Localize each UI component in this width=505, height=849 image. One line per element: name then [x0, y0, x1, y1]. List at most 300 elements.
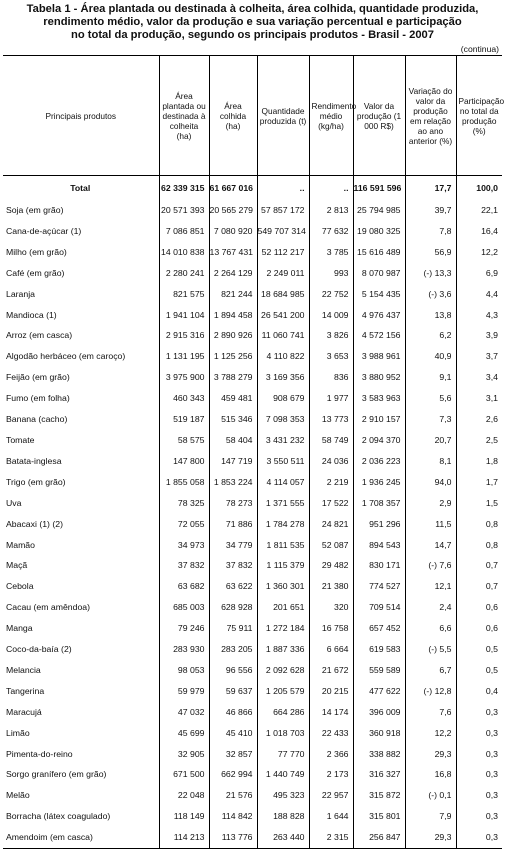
continua-label: (continua): [460, 44, 499, 54]
cell-rendimento: 21 672: [309, 660, 353, 681]
cell-rendimento: 836: [309, 367, 353, 388]
cell-variacao: 7,6: [405, 702, 456, 723]
cell-area-plantada: 63 682: [159, 576, 209, 597]
cell-participacao: 12,2: [456, 242, 502, 263]
cell-quantidade: 2 249 011: [257, 263, 309, 284]
table-row: [3, 242, 502, 263]
col-header-rendimento: Rendimento médio (kg/ha): [309, 56, 353, 176]
cell-variacao: 29,3: [405, 827, 456, 848]
cell-produto: Cacau (em amêndoa): [6, 602, 91, 613]
col-header-area-colhida: Área colhida (ha): [209, 56, 257, 176]
cell-participacao: 0,6: [456, 597, 502, 618]
cell-participacao: 2,5: [456, 430, 502, 451]
col-header-variacao: Variação do valor da produção em relação ao ano anterior (%): [405, 56, 456, 176]
cell-area-plantada: 671 500: [159, 764, 209, 785]
cell-area-colhida: 21 576: [209, 785, 257, 806]
cell-produto: Limão: [6, 727, 30, 738]
cell-produto: Borracha (látex coagulado): [6, 811, 111, 822]
cell-produto: Feijão (em grão): [6, 372, 70, 383]
cell-valor: 315 801: [353, 806, 405, 827]
cell-rendimento: 320: [309, 597, 353, 618]
cell-area-colhida: 459 481: [209, 388, 257, 409]
cell-produto: Fumo (em folha): [6, 393, 70, 404]
cell-quantidade: 263 440: [257, 827, 309, 848]
cell-valor: 2 094 370: [353, 430, 405, 451]
cell-rendimento: 2 813: [309, 200, 353, 221]
cell-variacao: 7,3: [405, 409, 456, 430]
production-table: [3, 55, 505, 849]
cell-participacao: 4,3: [456, 305, 502, 326]
cell-rendimento: 20 215: [309, 681, 353, 702]
cell-rendimento: 17 522: [309, 493, 353, 514]
cell-participacao: 16,4: [456, 221, 502, 242]
cell-rendimento: 16 758: [309, 618, 353, 639]
cell-variacao: (-) 0,1: [405, 785, 456, 806]
cell-area-plantada: 37 832: [159, 555, 209, 576]
cell-quantidade: 1 371 555: [257, 493, 309, 514]
cell-produto: Abacaxi (1) (2): [6, 518, 63, 529]
cell-produto: Amendoim (em casca): [3, 827, 159, 848]
table-row: [3, 514, 502, 535]
cell-produto: Arroz (em casca): [6, 330, 73, 341]
cell-rendimento: 52 087: [309, 535, 353, 556]
cell-area-plantada: 45 699: [159, 723, 209, 744]
cell-variacao: 8,1: [405, 451, 456, 472]
cell-area-colhida: 37 832: [209, 555, 257, 576]
cell-participacao: 1,5: [456, 493, 502, 514]
cell-variacao: 12,1: [405, 576, 456, 597]
table-row: [3, 367, 502, 388]
cell-valor: 1 936 245: [353, 472, 405, 493]
cell-valor: 951 296: [353, 514, 405, 535]
cell-quantidade: 1 205 579: [257, 681, 309, 702]
cell-rendimento: 993: [309, 263, 353, 284]
cell-rendimento: 13 773: [309, 409, 353, 430]
cell-area-plantada: 118 149: [159, 806, 209, 827]
cell-variacao: 9,1: [405, 367, 456, 388]
cell-quantidade: 4 114 057: [257, 472, 309, 493]
cell-produto: Trigo (em grão): [6, 476, 66, 487]
cell-area-colhida: 59 637: [209, 681, 257, 702]
cell-participacao: 100,0: [456, 176, 502, 201]
table-row: [3, 827, 502, 848]
cell-area-plantada: 72 055: [159, 514, 209, 535]
cell-produto: Algodão herbáceo (em caroço): [6, 351, 126, 362]
cell-produto: Mamão: [6, 539, 35, 550]
cell-area-colhida: 58 404: [209, 430, 257, 451]
table-row: [3, 639, 502, 660]
cell-produto: Total: [70, 183, 91, 193]
table-row: [3, 576, 502, 597]
table-row: [3, 702, 502, 723]
cell-valor: 8 070 987: [353, 263, 405, 284]
cell-valor: 619 583: [353, 639, 405, 660]
cell-quantidade: 201 651: [257, 597, 309, 618]
cell-quantidade: 549 707 314: [257, 221, 309, 242]
cell-rendimento: 2 366: [309, 744, 353, 765]
cell-valor: 774 527: [353, 576, 405, 597]
table-row: [3, 325, 502, 346]
cell-variacao: 20,7: [405, 430, 456, 451]
cell-participacao: 0,6: [456, 618, 502, 639]
total-row: [3, 176, 502, 201]
cell-area-plantada: 79 246: [159, 618, 209, 639]
cell-area-plantada: 685 003: [159, 597, 209, 618]
col-header-quantidade: Quantidade produzida (t): [257, 56, 309, 176]
cell-area-plantada: 14 010 838: [159, 242, 209, 263]
cell-quantidade: 7 098 353: [257, 409, 309, 430]
table-row: [3, 305, 502, 326]
title-line-2: rendimento médio, valor da produção e sua variação percentual e participação: [43, 16, 462, 28]
cell-participacao: 0,3: [456, 764, 502, 785]
cell-valor: 1 708 357: [353, 493, 405, 514]
cell-rendimento: ..: [309, 176, 353, 201]
cell-variacao: 7,9: [405, 806, 456, 827]
cell-produto: Sorgo granífero (em grão): [6, 769, 107, 780]
cell-produto: Melancia: [6, 664, 41, 675]
cell-area-colhida: 34 779: [209, 535, 257, 556]
table-row: [3, 388, 502, 409]
cell-valor: 360 918: [353, 723, 405, 744]
col-header-valor: Valor da produção (1 000 R$): [353, 56, 405, 176]
cell-variacao: 5,6: [405, 388, 456, 409]
cell-variacao: 17,7: [405, 176, 456, 201]
cell-rendimento: 3 785: [309, 242, 353, 263]
col-header-area-plantada: Área plantada ou destinada à colheita (ha): [159, 56, 209, 176]
cell-valor: 3 583 963: [353, 388, 405, 409]
cell-participacao: 0,3: [456, 785, 502, 806]
cell-rendimento: 58 749: [309, 430, 353, 451]
cell-area-colhida: 3 788 279: [209, 367, 257, 388]
cell-participacao: 2,6: [456, 409, 502, 430]
cell-area-plantada: 821 575: [159, 284, 209, 305]
cell-participacao: 3,4: [456, 367, 502, 388]
cell-area-colhida: 628 928: [209, 597, 257, 618]
cell-variacao: (-) 7,6: [405, 555, 456, 576]
cell-rendimento: 29 482: [309, 555, 353, 576]
cell-area-plantada: 7 086 851: [159, 221, 209, 242]
cell-participacao: 0,3: [456, 827, 502, 848]
title-line-3: no total da produção, segundo os principais produtos - Brasil - 2007: [70, 29, 435, 41]
cell-area-colhida: 113 776: [209, 827, 257, 848]
cell-area-plantada: 3 975 900: [159, 367, 209, 388]
cell-participacao: 0,8: [456, 535, 502, 556]
cell-area-colhida: 45 410: [209, 723, 257, 744]
cell-area-colhida: 7 080 920: [209, 221, 257, 242]
cell-valor: 396 009: [353, 702, 405, 723]
table-row: [3, 618, 502, 639]
cell-area-colhida: 46 866: [209, 702, 257, 723]
cell-area-plantada: 22 048: [159, 785, 209, 806]
cell-produto: Banana (cacho): [6, 414, 68, 425]
cell-participacao: 6,9: [456, 263, 502, 284]
cell-quantidade: 4 110 822: [257, 346, 309, 367]
cell-area-plantada: 98 053: [159, 660, 209, 681]
title-line-1: Tabela 1 - Área plantada ou destinada à colheita, área colhida, quantidade produzida,: [26, 3, 479, 15]
cell-produto: Manga: [6, 623, 33, 634]
cell-variacao: (-) 3,6: [405, 284, 456, 305]
cell-area-plantada: 78 325: [159, 493, 209, 514]
cell-area-colhida: 515 346: [209, 409, 257, 430]
cell-produto: Maracujá: [6, 706, 42, 717]
cell-participacao: 0,3: [456, 744, 502, 765]
cell-produto: Milho (em grão): [6, 246, 67, 257]
cell-area-plantada: 34 973: [159, 535, 209, 556]
cell-rendimento: 1 977: [309, 388, 353, 409]
cell-valor: 15 616 489: [353, 242, 405, 263]
cell-quantidade: 664 286: [257, 702, 309, 723]
cell-variacao: 12,2: [405, 723, 456, 744]
cell-variacao: 13,8: [405, 305, 456, 326]
cell-valor: 19 080 325: [353, 221, 405, 242]
cell-area-plantada: 114 213: [159, 827, 209, 848]
cell-variacao: 40,9: [405, 346, 456, 367]
table-row: [3, 284, 502, 305]
cell-produto: Uva: [6, 497, 22, 508]
cell-area-plantada: 147 800: [159, 451, 209, 472]
cell-area-plantada: 58 575: [159, 430, 209, 451]
cell-quantidade: 188 828: [257, 806, 309, 827]
cell-participacao: 0,3: [456, 723, 502, 744]
cell-participacao: 0,4: [456, 681, 502, 702]
table-row: [3, 263, 502, 284]
cell-area-plantada: 47 032: [159, 702, 209, 723]
cell-valor: 709 514: [353, 597, 405, 618]
cell-area-colhida: 1 894 458: [209, 305, 257, 326]
table-row: [3, 723, 502, 744]
cell-quantidade: 1 440 749: [257, 764, 309, 785]
cell-participacao: 0,5: [456, 660, 502, 681]
cell-participacao: 0,7: [456, 555, 502, 576]
cell-produto: Pimenta-do-reino: [6, 748, 73, 759]
cell-variacao: (-) 12,8: [405, 681, 456, 702]
cell-area-colhida: 13 767 431: [209, 242, 257, 263]
cell-rendimento: 22 752: [309, 284, 353, 305]
cell-valor: 3 988 961: [353, 346, 405, 367]
cell-valor: 477 622: [353, 681, 405, 702]
cell-area-colhida: 63 622: [209, 576, 257, 597]
cell-rendimento: 14 174: [309, 702, 353, 723]
table-row: [3, 744, 502, 765]
cell-rendimento: 24 036: [309, 451, 353, 472]
cell-quantidade: 26 541 200: [257, 305, 309, 326]
cell-participacao: 0,3: [456, 806, 502, 827]
cell-quantidade: 3 431 232: [257, 430, 309, 451]
cell-produto: Café (em grão): [6, 267, 65, 278]
cell-quantidade: 1 018 703: [257, 723, 309, 744]
cell-area-plantada: 1 855 058: [159, 472, 209, 493]
cell-rendimento: 2 315: [309, 827, 353, 848]
cell-area-colhida: 96 556: [209, 660, 257, 681]
table-row: [3, 451, 502, 472]
cell-area-colhida: 32 857: [209, 744, 257, 765]
table-row: [3, 200, 502, 221]
cell-rendimento: 2 219: [309, 472, 353, 493]
cell-area-plantada: 62 339 315: [159, 176, 209, 201]
cell-quantidade: 1 115 379: [257, 555, 309, 576]
cell-variacao: 16,8: [405, 764, 456, 785]
cell-variacao: 6,6: [405, 618, 456, 639]
cell-area-colhida: 2 890 926: [209, 325, 257, 346]
cell-area-plantada: 2 280 241: [159, 263, 209, 284]
cell-quantidade: 18 684 985: [257, 284, 309, 305]
cell-participacao: 0,8: [456, 514, 502, 535]
table-row: [3, 493, 502, 514]
cell-variacao: 14,7: [405, 535, 456, 556]
cell-participacao: 3,1: [456, 388, 502, 409]
cell-valor: 2 910 157: [353, 409, 405, 430]
cell-area-colhida: 114 842: [209, 806, 257, 827]
cell-rendimento: 21 380: [309, 576, 353, 597]
cell-produto: Coco-da-baía (2): [6, 644, 72, 655]
cell-quantidade: 3 550 511: [257, 451, 309, 472]
table-row: [3, 409, 502, 430]
table-row: [3, 764, 502, 785]
cell-variacao: (-) 13,3: [405, 263, 456, 284]
cell-variacao: 6,2: [405, 325, 456, 346]
cell-variacao: 7,8: [405, 221, 456, 242]
cell-valor: 830 171: [353, 555, 405, 576]
cell-quantidade: 3 169 356: [257, 367, 309, 388]
cell-area-colhida: 78 273: [209, 493, 257, 514]
cell-quantidade: 11 060 741: [257, 325, 309, 346]
cell-area-colhida: 71 886: [209, 514, 257, 535]
cell-valor: 315 872: [353, 785, 405, 806]
cell-rendimento: 1 644: [309, 806, 353, 827]
cell-quantidade: 57 857 172: [257, 200, 309, 221]
cell-participacao: 22,1: [456, 200, 502, 221]
table-row: [3, 660, 502, 681]
table-row: [3, 430, 502, 451]
cell-area-plantada: 2 915 316: [159, 325, 209, 346]
cell-area-plantada: 20 571 393: [159, 200, 209, 221]
cell-rendimento: 6 664: [309, 639, 353, 660]
cell-valor: 25 794 985: [353, 200, 405, 221]
cell-area-plantada: 1 131 195: [159, 346, 209, 367]
cell-rendimento: 3 826: [309, 325, 353, 346]
cell-participacao: 1,8: [456, 451, 502, 472]
cell-produto: Soja (em grão): [6, 205, 64, 215]
cell-participacao: 0,7: [456, 576, 502, 597]
cell-quantidade: 1 784 278: [257, 514, 309, 535]
cell-produto: Tangerina: [6, 685, 45, 696]
cell-quantidade: 1 272 184: [257, 618, 309, 639]
table-row: [3, 535, 502, 556]
table-row: [3, 221, 502, 242]
table-row: [3, 555, 502, 576]
col-header-produto: Principais produtos: [45, 110, 117, 121]
cell-valor: 338 882: [353, 744, 405, 765]
cell-produto: Melão: [6, 790, 30, 801]
cell-participacao: 0,5: [456, 639, 502, 660]
cell-variacao: 29,3: [405, 744, 456, 765]
table-body: [3, 176, 502, 849]
cell-variacao: 94,0: [405, 472, 456, 493]
cell-quantidade: 77 770: [257, 744, 309, 765]
cell-area-colhida: 1 125 256: [209, 346, 257, 367]
table-row: [3, 785, 502, 806]
cell-valor: 657 452: [353, 618, 405, 639]
table-row: [3, 681, 502, 702]
cell-area-plantada: 32 905: [159, 744, 209, 765]
cell-quantidade: 1 811 535: [257, 535, 309, 556]
cell-participacao: 1,7: [456, 472, 502, 493]
cell-rendimento: 22 433: [309, 723, 353, 744]
cell-participacao: 4,4: [456, 284, 502, 305]
table-row: [3, 346, 502, 367]
header-row: [3, 56, 502, 176]
cell-produto: Cebola: [6, 581, 34, 592]
cell-participacao: 0,3: [456, 702, 502, 723]
cell-quantidade: ..: [257, 176, 309, 201]
cell-rendimento: 77 632: [309, 221, 353, 242]
cell-participacao: 3,9: [456, 325, 502, 346]
table-row: [3, 472, 502, 493]
cell-area-colhida: 20 565 279: [209, 200, 257, 221]
cell-variacao: 2,9: [405, 493, 456, 514]
cell-area-colhida: 283 205: [209, 639, 257, 660]
cell-quantidade: 908 679: [257, 388, 309, 409]
cell-variacao: 11,5: [405, 514, 456, 535]
cell-produto: Tomate: [6, 434, 35, 445]
cell-valor: 2 036 223: [353, 451, 405, 472]
cell-quantidade: 52 112 217: [257, 242, 309, 263]
cell-variacao: 56,9: [405, 242, 456, 263]
cell-area-colhida: 147 719: [209, 451, 257, 472]
cell-valor: 4 976 437: [353, 305, 405, 326]
cell-area-plantada: 59 979: [159, 681, 209, 702]
cell-quantidade: 495 323: [257, 785, 309, 806]
col-header-participacao: Participação no total da produção (%): [456, 56, 502, 176]
cell-rendimento: 3 653: [309, 346, 353, 367]
cell-area-plantada: 460 343: [159, 388, 209, 409]
cell-quantidade: 1 887 336: [257, 639, 309, 660]
cell-area-plantada: 519 187: [159, 409, 209, 430]
table-row: [3, 597, 502, 618]
cell-variacao: 39,7: [405, 200, 456, 221]
cell-variacao: 2,4: [405, 597, 456, 618]
cell-produto: Mandioca (1): [6, 309, 57, 320]
cell-valor: 5 154 435: [353, 284, 405, 305]
cell-area-colhida: 75 911: [209, 618, 257, 639]
cell-area-plantada: 1 941 104: [159, 305, 209, 326]
cell-quantidade: 1 360 301: [257, 576, 309, 597]
cell-quantidade: 2 092 628: [257, 660, 309, 681]
cell-rendimento: 24 821: [309, 514, 353, 535]
cell-area-colhida: 821 244: [209, 284, 257, 305]
cell-valor: 559 589: [353, 660, 405, 681]
cell-produto: Laranja: [6, 288, 35, 299]
cell-produto: Maçã: [6, 560, 28, 571]
cell-valor: 4 572 156: [353, 325, 405, 346]
table-title: [0, 0, 505, 42]
cell-rendimento: 2 173: [309, 764, 353, 785]
cell-rendimento: 14 009: [309, 305, 353, 326]
cell-area-colhida: 662 994: [209, 764, 257, 785]
cell-variacao: 6,7: [405, 660, 456, 681]
cell-area-colhida: 1 853 224: [209, 472, 257, 493]
cell-variacao: (-) 5,5: [405, 639, 456, 660]
cell-valor: 256 847: [353, 827, 405, 848]
cell-valor: 894 543: [353, 535, 405, 556]
cell-area-plantada: 283 930: [159, 639, 209, 660]
cell-valor: 116 591 596: [353, 176, 405, 201]
cell-area-colhida: 2 264 129: [209, 263, 257, 284]
cell-participacao: 3,7: [456, 346, 502, 367]
cell-valor: 3 880 952: [353, 367, 405, 388]
cell-rendimento: 22 957: [309, 785, 353, 806]
cell-valor: 316 327: [353, 764, 405, 785]
